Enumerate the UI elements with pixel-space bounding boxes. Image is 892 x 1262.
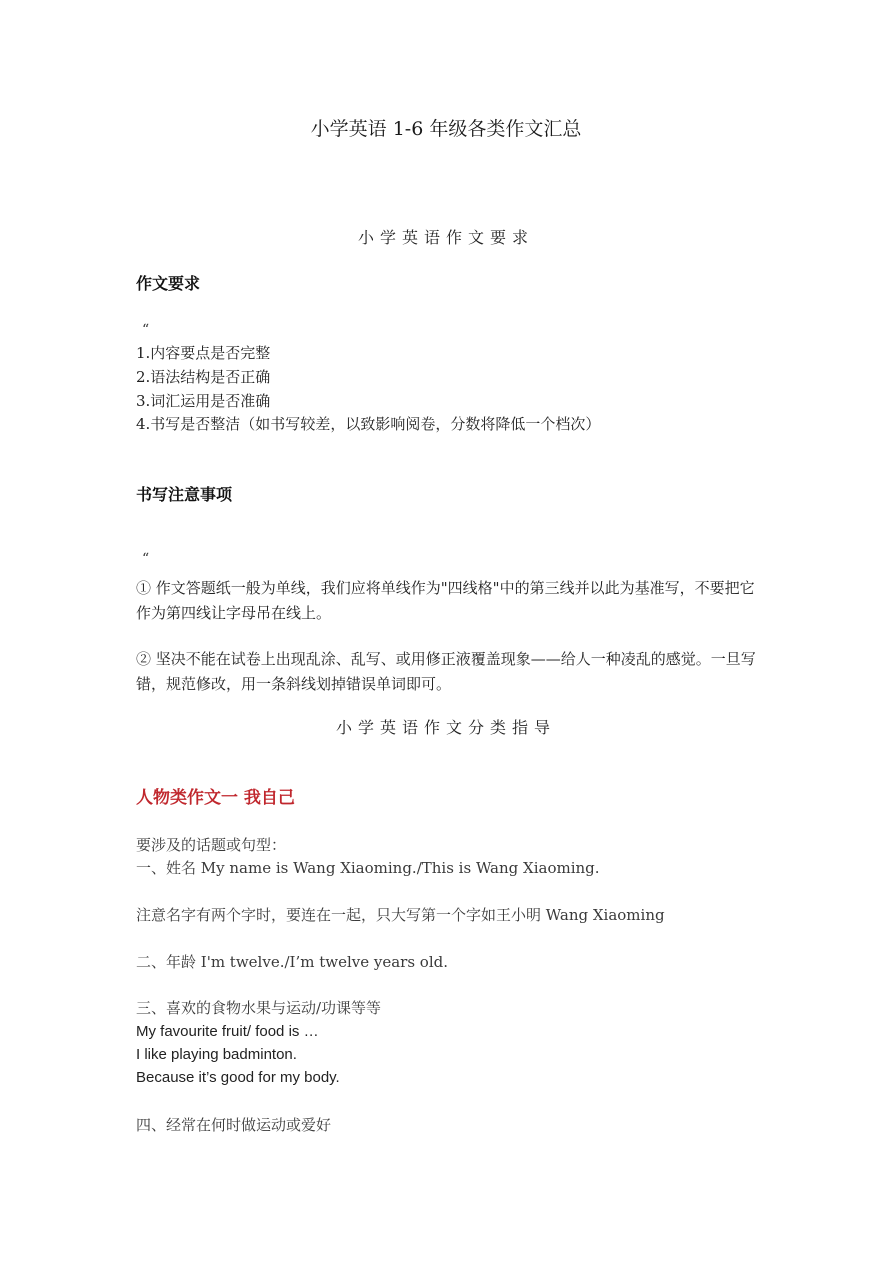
example-sentence: My favourite fruit/ food is … <box>136 1023 319 1040</box>
topic-favourites: 三、喜欢的食物水果与运动/功课等等 <box>136 999 382 1017</box>
writing-note-2: ② 坚决不能在试卷上出现乱涂、乱写、或用修正液覆盖现象——给人一种凌乱的感觉。一旦写错，规范修改，用一条斜线划掉错误单词即可。 <box>136 650 756 693</box>
topic-name-note: 注意名字有两个字时，要连在一起，只大写第一个字如王小明 Wang Xiaoming <box>136 906 665 924</box>
section-title-requirements: 小学英语作文要求 <box>357 228 534 247</box>
requirement-item: 3.词汇运用是否准确 <box>136 392 271 410</box>
requirement-item: 4.书写是否整洁（如书写较差，以致影响阅卷，分数将降低一个档次） <box>136 415 601 433</box>
topic-name: 一、姓名 My name is Wang Xiaoming./This is Wang Xiaoming. <box>136 859 600 877</box>
quote-mark-2: “ <box>142 551 150 567</box>
heading-writing-notes: 书写注意事项 <box>136 485 233 504</box>
example-sentence: I like playing badminton. <box>136 1046 297 1063</box>
requirement-item: 1.内容要点是否完整 <box>136 344 271 362</box>
topics-intro: 要涉及的话题或句型： <box>136 836 287 854</box>
example-sentence: Because it’s good for my body. <box>136 1069 340 1086</box>
section-title-guidance: 小学英语作文分类指导 <box>335 718 556 737</box>
requirement-item: 2.语法结构是否正确 <box>136 368 271 386</box>
quote-mark-1: “ <box>142 322 150 338</box>
topic-age: 二、年龄 I'm twelve./I’m twelve years old. <box>136 953 448 971</box>
topic-hobby-time: 四、经常在何时做运动或爱好 <box>136 1116 332 1134</box>
document-title: 小学英语 1-6 年级各类作文汇总 <box>310 118 582 140</box>
writing-note-1: ① 作文答题纸一般为单线，我们应将单线作为"四线格"中的第三线并以此为基准写，不要把它作为第四线让字母吊在线上。 <box>136 579 755 622</box>
heading-requirements: 作文要求 <box>136 274 201 293</box>
heading-myself: 人物类作文一 我自己 <box>136 788 295 808</box>
